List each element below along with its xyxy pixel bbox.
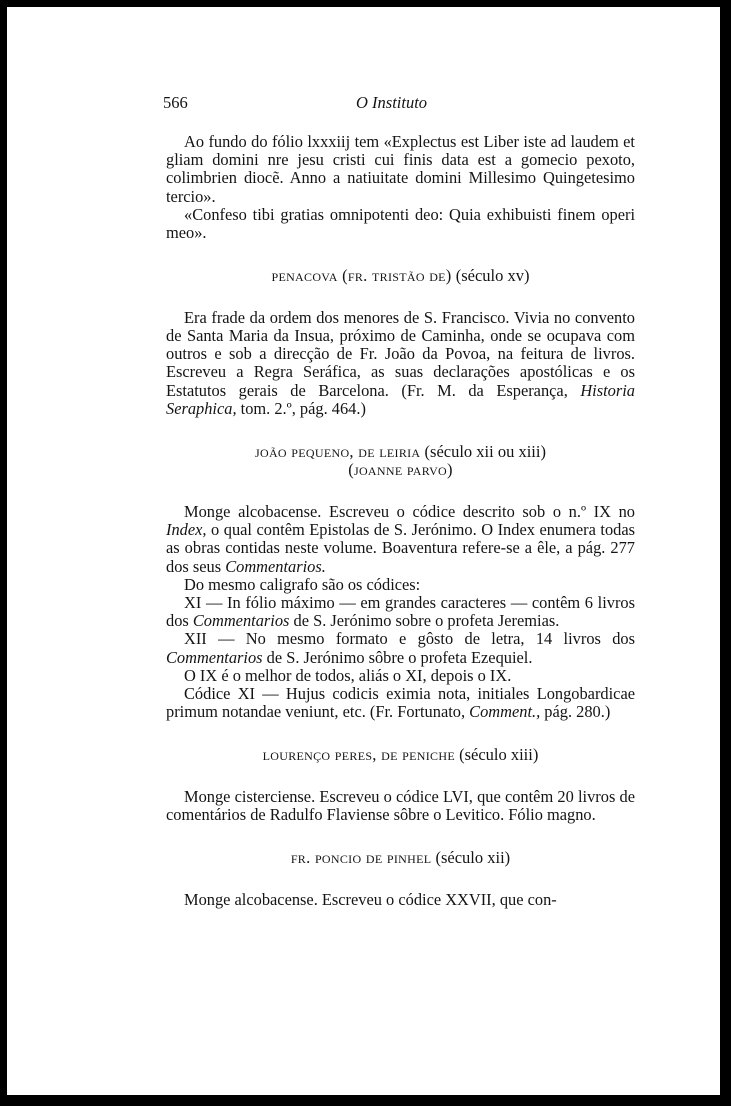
entry-body-joao-pequeno [166, 503, 635, 576]
entry-name: lourenço peres, de peniche [262, 745, 455, 765]
codex-intro: Do mesmo caligrafo são os códices: [184, 574, 421, 594]
entry-name: penacova (fr. tristão de) [271, 266, 452, 286]
body-text: Era frade da ordem dos menores de S. Francisco. Vivia no convento de Santa Maria da Insua, próximo de Caminha, onde se ocupava com outros e sob a direcção de Fr. João da Povoa, na feitura de livros. Escreveu a Regra Seráfica, as suas declarações apostólicas e os Estatutos gerais de Barcelona. (Fr. M. da Esperança, [166, 307, 635, 400]
page-header [163, 93, 635, 116]
work-title: Commentarios. [225, 556, 326, 576]
entry-heading-penacova [166, 267, 635, 286]
work-title: Index, [166, 520, 207, 540]
entry-century: (século xii) [435, 848, 511, 868]
codex-xi [166, 594, 635, 630]
book-page [163, 93, 635, 909]
entry-heading-poncio [166, 849, 635, 868]
body-text: Monge alcobacense. Escreveu o códice descrito sob o n.º IX no [184, 501, 635, 521]
entry-name: fr. poncio de pinhel [290, 848, 432, 868]
body-text: pág. 280.) [540, 702, 611, 722]
entry-heading-joao-pequeno [166, 443, 635, 480]
scan-border-right [720, 0, 731, 1106]
body-text: de S. Jerónimo sôbre o profeta Ezequiel. [262, 647, 533, 667]
entry-century: (século xiii) [459, 745, 539, 765]
body-text: XI — In fólio máximo — em grandes caracteres — contêm 6 livros dos [166, 592, 635, 631]
body-text: o qual contêm Epistolas de S. Jerónimo. O Index enumera todas as obras contidas neste volume. Boaventura refere-se a êle, a pág. 277 dos seus [166, 520, 635, 576]
work-title: Commentarios [192, 611, 290, 631]
body-text: tom. 2.º, pág. 464.) [236, 398, 366, 418]
entry-body-poncio: Monge alcobacense. Escreveu o códice XXVII, que con- [184, 889, 557, 909]
colophon-quote: «Confeso tibi gratias omnipotenti deo: Quia exhibuisti finem operi meo». [166, 204, 635, 243]
entry-name: joão pequeno, de leiria [255, 441, 421, 461]
scan-border-top [0, 0, 731, 7]
body-text: XII — No mesmo formato e gôsto de letra, 14 livros dos [184, 629, 635, 649]
page-number: 566 [163, 93, 188, 112]
entry-century: (século xv) [455, 266, 530, 286]
entry-alias: (joanne parvo) [348, 460, 453, 480]
entry-body-penacova [166, 309, 635, 418]
running-head: O Instituto [356, 93, 428, 112]
body-text: de S. Jerónimo sobre o profeta Jeremias. [289, 611, 560, 631]
entry-heading-lourenco-peres [166, 746, 635, 765]
entry-body-lourenco-peres: Monge cisterciense. Escreveu o códice LVI, que contêm 20 livros de comentários de Radulfo Flaviense sôbre o Levitico. Fólio magno. [166, 786, 635, 825]
codex-ranking: O IX é o melhor de todos, aliás o XI, depois o IX. [184, 665, 512, 685]
entry-century: (século xii ou xiii) [424, 441, 546, 461]
colophon-paragraph: Ao fundo do fólio lxxxiij tem «Explectus est Liber iste ad laudem et gliam domini nre jesu cristi cui finis data est a gomecio pexoto, colimbrien diocẽ. Anno a natiuitate domini Millesimo Quingetesimo tercio». [166, 132, 635, 206]
work-title: Comment., [469, 702, 541, 722]
work-title: Commentarios [166, 647, 263, 667]
codex-xii [166, 630, 635, 666]
body-text: Códice XI — Hujus codicis eximia nota, initiales Longobardicae primum notandae veniunt, etc. (Fr. Fortunato, [166, 683, 635, 722]
scan-border-left [0, 0, 7, 1106]
codex-xi-note [166, 685, 635, 721]
scan-border-bottom [0, 1095, 731, 1106]
work-title: Historia Seraphica, [166, 380, 635, 418]
